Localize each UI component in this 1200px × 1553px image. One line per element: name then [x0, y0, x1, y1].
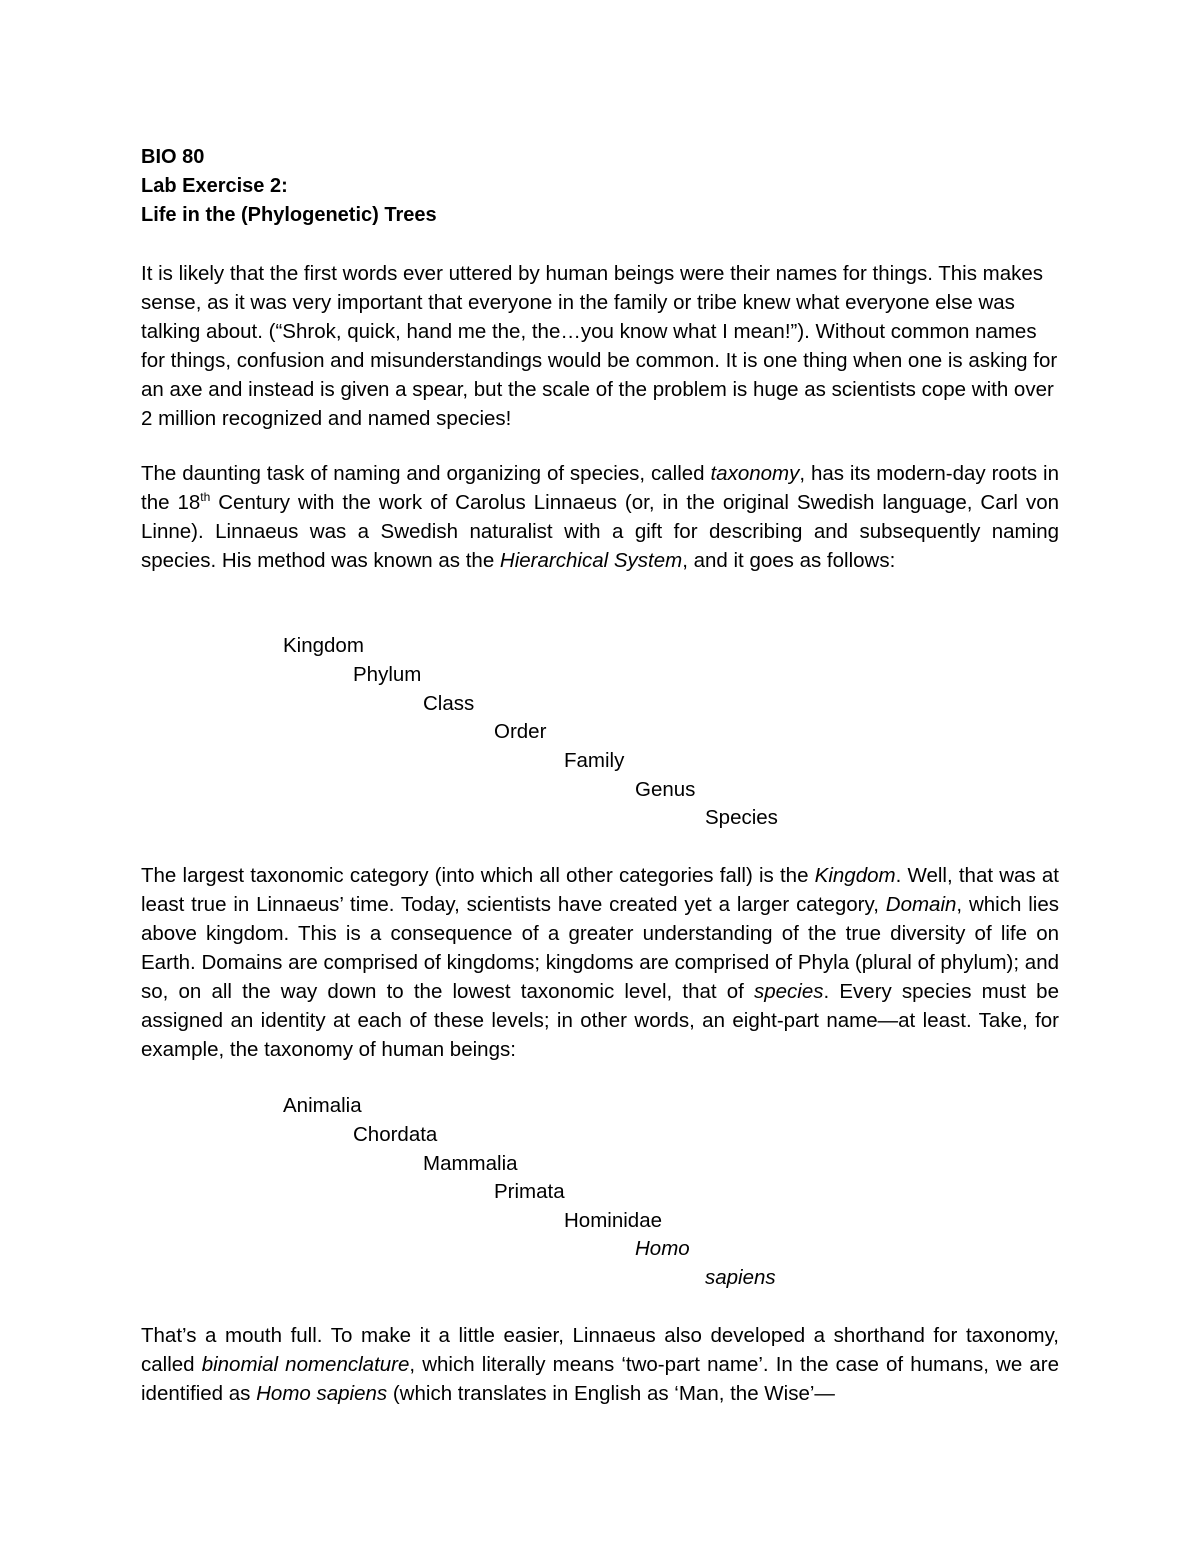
term-species: species — [754, 980, 824, 1003]
hierarchy-level-genus: Genus — [635, 778, 696, 801]
text-run: , which lies above kingdom. This is a consequence of a greater understanding of the true diversity of life on Earth. Domains are comprised of kingdoms; kingdoms are comprised of Phyla (plural of phylum); and so, on all the way down to the lowest taxonomic level, that of — [141, 893, 1059, 1003]
term-hierarchical-system: Hierarchical System — [499, 549, 683, 572]
exercise-label: Lab Exercise 2: — [141, 175, 288, 197]
intro-paragraph-text: It is likely that the first words ever uttered by human beings were their names for things. This makes sense, as it was very important that everyone in the family or tribe knew what everyone else was talking about. (“Shrok, quick, hand me the, the…you know what I mean!”). Without common names for things, confusion and misunderstandings would be common. It is one thing when one is asking for an axe and instead is given a spear, but the scale of the problem is huge as scientists cope with over 2 million recognized and named species! — [141, 262, 1058, 430]
text-run: The daunting task of naming and organizing of species, called — [141, 462, 711, 485]
course-code: BIO 80 — [141, 146, 205, 168]
human-taxon-kingdom: Animalia — [283, 1094, 362, 1117]
document-title: Life in the (Phylogenetic) Trees — [141, 204, 437, 226]
text-run: The largest taxonomic category (into which all other categories fall) is the — [141, 864, 815, 887]
hierarchy-level-class: Class — [423, 692, 475, 715]
intro-paragraph — [141, 259, 1059, 433]
text-run: (which translates in English as ‘Man, the Wise’— — [387, 1382, 835, 1405]
human-taxon-genus: Homo — [635, 1237, 690, 1260]
text-run: , has its modern-day roots in the 18 — [141, 462, 1059, 514]
human-taxon-species: sapiens — [705, 1266, 776, 1289]
text-run: . Every species must be assigned an identity at each of these levels; in other words, an eight-part name—at least. Take, for example, the taxonomy of human beings: — [141, 980, 1059, 1061]
term-kingdom: Kingdom — [814, 864, 896, 887]
kingdom-paragraph — [141, 861, 1059, 1064]
text-run: , and it goes as follows: — [682, 549, 896, 572]
taxonomy-paragraph — [141, 459, 1059, 575]
term-taxonomy: taxonomy — [710, 462, 800, 485]
hierarchy-level-species: Species — [705, 806, 778, 829]
hierarchy-level-kingdom: Kingdom — [283, 634, 364, 657]
hierarchy-level-family: Family — [564, 749, 625, 772]
human-taxon-order: Primata — [494, 1180, 565, 1203]
term-domain: Domain — [885, 893, 957, 916]
term-binomial-nomenclature: binomial nomenclature — [201, 1353, 410, 1376]
human-taxon-family: Hominidae — [564, 1209, 662, 1232]
text-run: Century with the work of Carolus Linnaeus (or, in the original Swedish language, Carl von Linne). Linnaeus was a Swedish naturalist with a gift for describing and subsequently naming species. His method was known as the — [141, 491, 1059, 572]
hierarchy-level-phylum: Phylum — [353, 663, 422, 686]
hierarchy-level-order: Order — [494, 720, 547, 743]
human-taxon-phylum: Chordata — [353, 1123, 438, 1146]
term-homo-sapiens: Homo sapiens — [256, 1382, 388, 1405]
binomial-paragraph — [141, 1321, 1059, 1408]
superscript: th — [200, 490, 211, 504]
text-run: . Well, that was at least true in Linnaeus’ time. Today, scientists have created yet a larger category, — [141, 864, 1059, 916]
text-run: , which literally means ‘two-part name’. In the case of humans, we are identified as — [141, 1353, 1059, 1405]
text-run: That’s a mouth full. To make it a little easier, Linnaeus also developed a shorthand for taxonomy, called — [141, 1324, 1059, 1376]
human-taxon-class: Mammalia — [423, 1152, 518, 1175]
